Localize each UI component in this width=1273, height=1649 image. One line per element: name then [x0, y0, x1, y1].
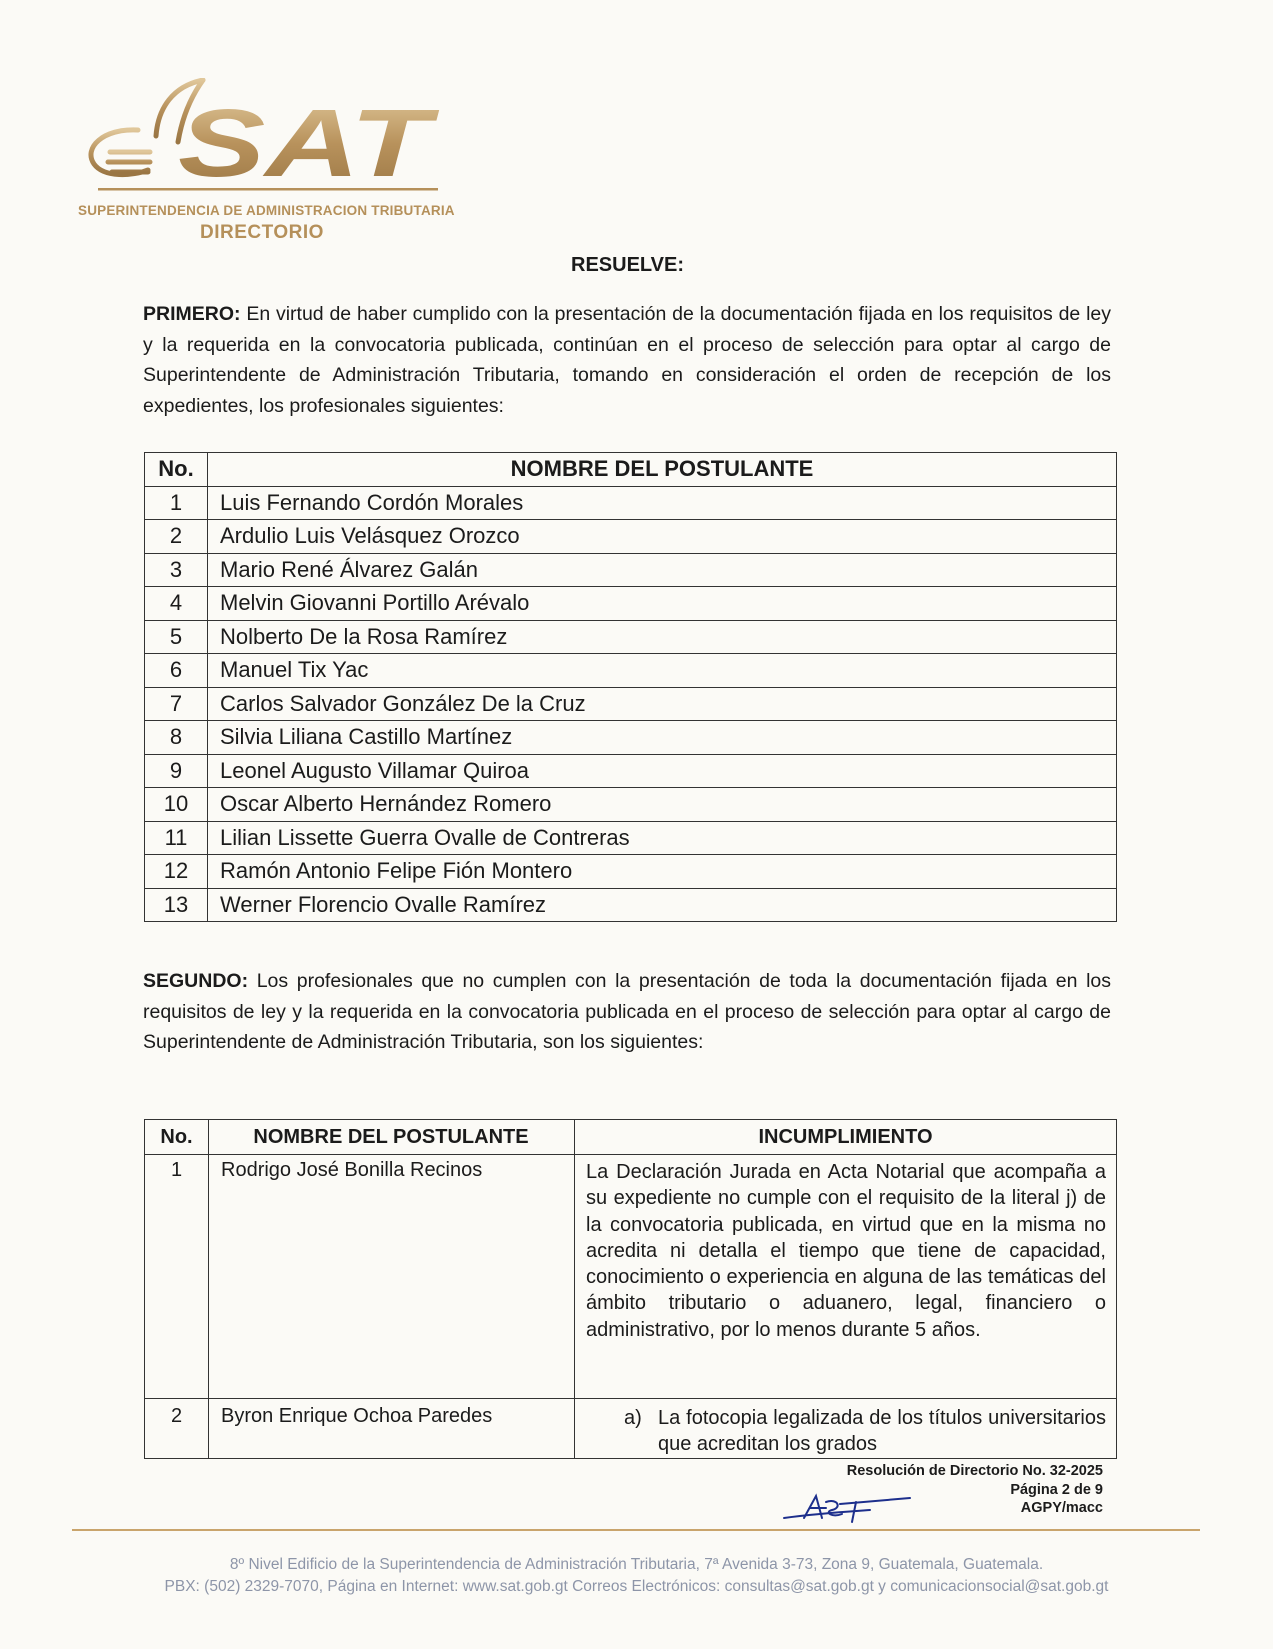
initials: AGPY/macc — [1020, 1500, 1103, 1516]
column-header-name: NOMBRE DEL POSTULANTE — [209, 1120, 575, 1155]
table-row — [145, 520, 1117, 554]
row-number: 1 — [145, 486, 208, 520]
table-header-row — [145, 1120, 1117, 1155]
table-row — [145, 754, 1117, 788]
candidate-name: Silvia Liliana Castillo Martínez — [208, 721, 1117, 755]
column-header-name: NOMBRE DEL POSTULANTE — [208, 453, 1117, 487]
approved-candidates-table — [144, 452, 1117, 922]
list-item-label: a) — [624, 1407, 642, 1429]
agency-name: SUPERINTENDENCIA DE ADMINISTRACION TRIBUTARIA — [78, 203, 455, 218]
table-row — [145, 721, 1117, 755]
segundo-paragraph — [143, 966, 1111, 1058]
row-number: 4 — [145, 587, 208, 621]
primero-label: PRIMERO: — [143, 303, 241, 325]
primero-paragraph — [143, 299, 1111, 421]
row-number: 5 — [145, 620, 208, 654]
segundo-text: Los profesionales que no cumplen con la presentación de toda la documentación fijada en los requisitos de ley y la requerida en la convocatoria publicada en el proceso de selección para optar al cargo de Superintendente de Administración Tributaria, son los siguientes: — [143, 970, 1112, 1053]
candidate-name: Carlos Salvador González De la Cruz — [208, 687, 1117, 721]
row-number: 12 — [145, 855, 208, 889]
candidate-name: Luis Fernando Cordón Morales — [208, 486, 1117, 520]
candidate-name: Oscar Alberto Hernández Romero — [208, 788, 1117, 822]
column-header-no: No. — [145, 453, 208, 487]
candidate-name: Ramón Antonio Felipe Fión Montero — [208, 855, 1117, 889]
incumplimiento-text: La Declaración Jurada en Acta Notarial que acompaña a su expediente no cumple con el requisito de la literal j) de la convocatoria publicada, en virtud que en la misma no acredita ni detalla el tiempo que tiene de capacidad, conocimiento o experiencia en alguna de las temáticas del ámbito tributario o aduanero, legal, financiero o administrativo, por lo menos durante 5 años. — [575, 1155, 1117, 1399]
column-header-no: No. — [145, 1120, 209, 1155]
row-number: 10 — [145, 788, 208, 822]
row-number: 9 — [145, 754, 208, 788]
page-number: Página 2 de 9 — [1010, 1481, 1103, 1498]
row-number: 7 — [145, 687, 208, 721]
row-number: 1 — [145, 1155, 209, 1399]
row-number: 3 — [145, 553, 208, 587]
row-number: 8 — [145, 721, 208, 755]
candidate-name: Manuel Tix Yac — [208, 654, 1117, 688]
table-row — [145, 687, 1117, 721]
row-number: 6 — [145, 654, 208, 688]
footer-address: 8º Nivel Edificio de la Superintendencia de Administración Tributaria, 7ª Avenida 3-73, Zona 9, Guatemala, Guatemala. — [229, 1556, 1044, 1573]
primero-text: En virtud de haber cumplido con la presentación de la documentación fijada en los requisitos de ley y la requerida en la convocatoria publicada, continúan en el proceso de selección para optar al cargo de Superintendente de Administración Tributaria, tomando en consideración el orden de recepción de los expedientes, los profesionales siguientes: — [143, 303, 1111, 417]
candidate-name: Ardulio Luis Velásquez Orozco — [208, 520, 1117, 554]
incumplimiento-list-item — [586, 1405, 1106, 1458]
candidate-name: Melvin Giovanni Portillo Arévalo — [208, 587, 1117, 621]
row-number: 13 — [145, 888, 208, 922]
table-row — [145, 486, 1117, 520]
table-row — [145, 620, 1117, 654]
candidate-name: Mario René Álvarez Galán — [208, 553, 1117, 587]
list-item-text: La fotocopia legalizada de los títulos universitarios que acreditan los grados — [658, 1407, 1106, 1456]
table-row — [145, 1155, 1117, 1399]
table-row — [145, 888, 1117, 922]
rejected-candidates-table — [144, 1119, 1117, 1459]
segundo-label: SEGUNDO: — [143, 970, 249, 992]
table-row — [145, 654, 1117, 688]
resuelve-heading: RESUELVE: — [571, 254, 684, 276]
signature-icon — [782, 1488, 912, 1524]
row-number: 11 — [145, 821, 208, 855]
sat-logo — [78, 78, 458, 196]
table-header-row — [145, 453, 1117, 487]
row-number: 2 — [145, 1399, 209, 1459]
column-header-incumplimiento: INCUMPLIMIENTO — [575, 1120, 1117, 1155]
resolution-number: Resolución de Directorio No. 32-2025 — [846, 1463, 1103, 1479]
logo-wordmark: SAT — [178, 90, 441, 196]
candidate-name: Lilian Lissette Guerra Ovalle de Contreras — [208, 821, 1117, 855]
directorio-label: DIRECTORIO — [200, 222, 324, 243]
table-row — [145, 821, 1117, 855]
candidate-name: Leonel Augusto Villamar Quiroa — [208, 754, 1117, 788]
table-row — [145, 587, 1117, 621]
table-row — [145, 553, 1117, 587]
table-row — [145, 788, 1117, 822]
table-row — [145, 1399, 1117, 1459]
candidate-name: Werner Florencio Ovalle Ramírez — [208, 888, 1117, 922]
candidate-name: Nolberto De la Rosa Ramírez — [208, 620, 1117, 654]
footer-divider — [72, 1529, 1200, 1531]
incumplimiento-cell — [575, 1399, 1117, 1459]
candidate-name: Rodrigo José Bonilla Recinos — [209, 1155, 575, 1399]
table-row — [145, 855, 1117, 889]
row-number: 2 — [145, 520, 208, 554]
footer-contact: PBX: (502) 2329-7070, Página en Internet: www.sat.gob.gt Correos Electrónicos: consultas@sat.gob.gt y comunicacionsocial@sat.gob.gt — [164, 1578, 1109, 1595]
candidate-name: Byron Enrique Ochoa Paredes — [209, 1399, 575, 1459]
